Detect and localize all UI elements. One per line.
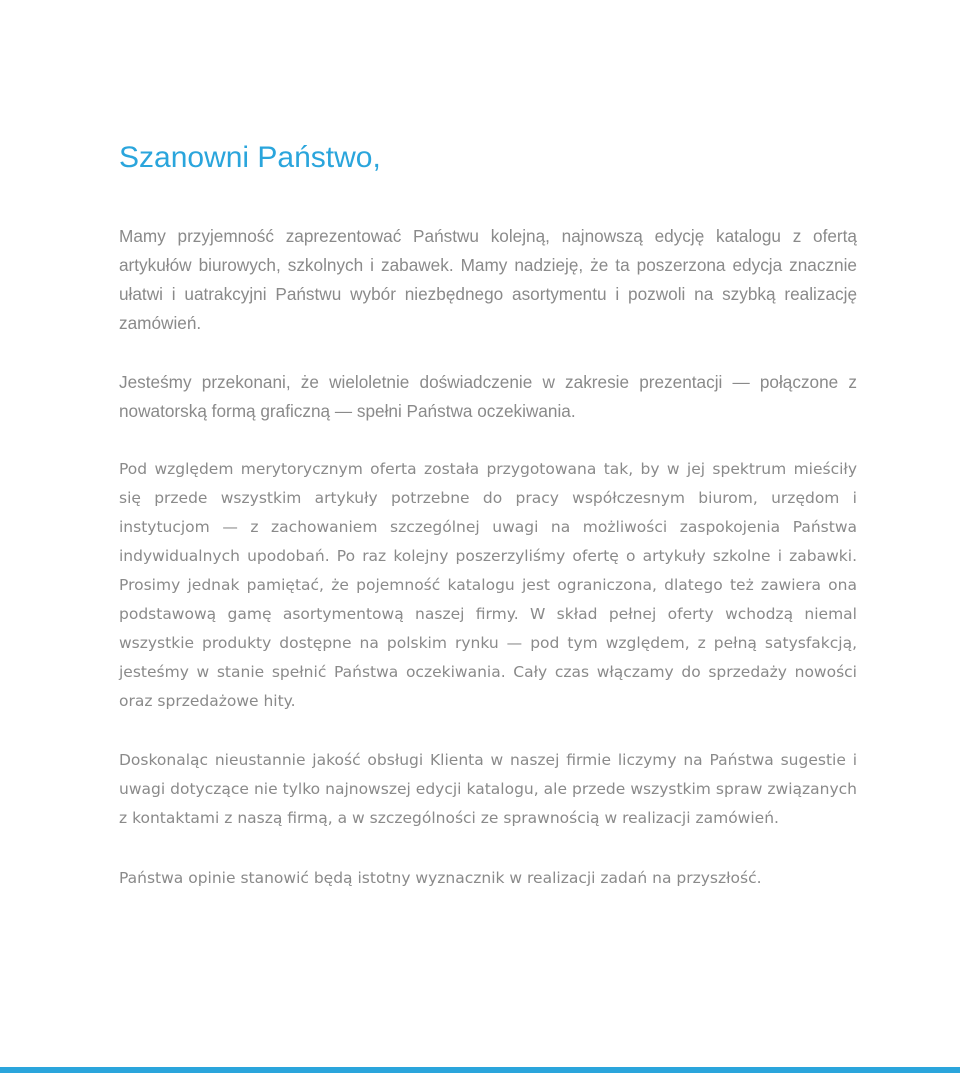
greeting-heading: Szanowni Państwo, — [119, 141, 381, 174]
paragraph-feedback: Doskonaląc nieustannie jakość obsługi Klienta w naszej firmie liczymy na Państwa sugestie i uwagi dotyczące nie tylko najnowszej edycji katalogu, ale przede wszystkim spraw związanych z kontaktami z naszą firmą, a w szczególności ze sprawnością w realizacji zamówień. — [119, 751, 857, 827]
paragraph-offer: Pod względem merytorycznym oferta została przygotowana tak, by w jej spektrum mieściły się przede wszystkim artykuły potrzebne do pracy współczesnym biurom, urzędom i instytucjom — z zachowaniem szczególnej uwagi na możliwości zaspokojenia Państwa indywidualnych upodobań. Po raz kolejny poszerzyliśmy ofertę o artykuły szkolne i zabawki. Prosimy jednak pamiętać, że pojemność katalogu jest ograniczona, dlatego też zawiera ona podstawową gamę asortymentową naszej firmy. W skład pełnej oferty wchodzą niemal wszystkie produkty dostępne na polskim rynku — pod tym względem, z pełną satysfakcją, jesteśmy w stanie spełnić Państwa oczekiwania. Cały czas włączamy do sprzedaży nowości oraz sprzedażowe hity. — [119, 460, 857, 710]
paragraph-experience: Jesteśmy przekonani, że wieloletnie doświadczenie w zakresie prezentacji — połączone z nowatorską formą graficzną — spełni Państwa oczekiwania. — [119, 372, 857, 421]
paragraph-closing: Państwa opinie stanowić będą istotny wyznacznik w realizacji zadań na przyszłość. — [119, 869, 762, 887]
paragraph-intro: Mamy przyjemność zaprezentować Państwu kolejną, najnowszą edycję katalogu z ofertą artykułów biurowych, szkolnych i zabawek. Mamy nadzieję, że ta poszerzona edycja znacznie ułatwi i uatrakcyjni Państwu wybór niezbędnego asortymentu i pozwoli na szybką realizację zamówień. — [119, 226, 857, 333]
bottom-accent-rule — [0, 1067, 960, 1073]
